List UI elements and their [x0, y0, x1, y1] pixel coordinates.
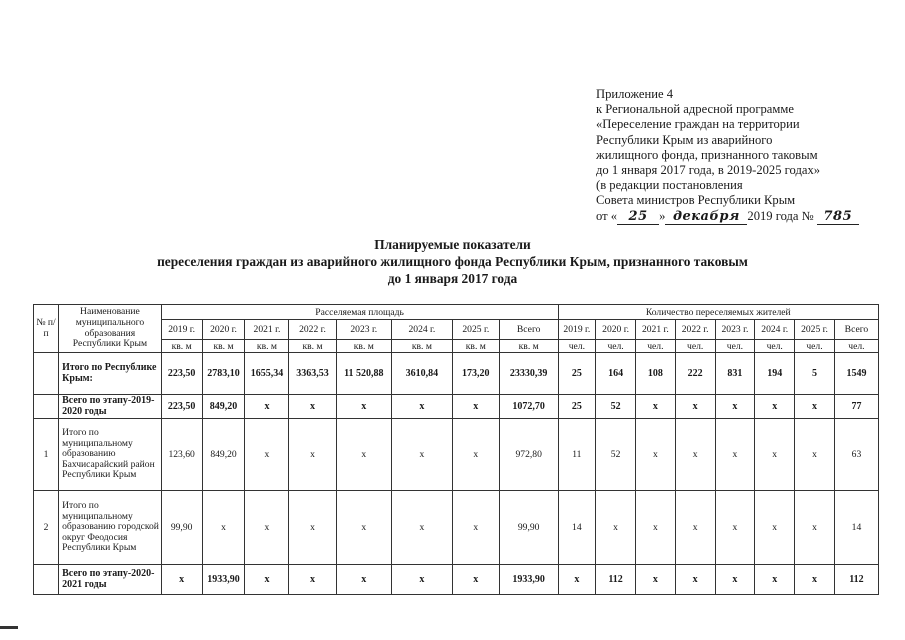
- area-value-cell: х: [245, 419, 289, 491]
- area-value-cell: х: [289, 395, 336, 419]
- table-row: [34, 419, 879, 491]
- people-value-cell: х: [558, 565, 596, 595]
- people-value-cell: х: [675, 395, 715, 419]
- people-value-cell: х: [755, 395, 795, 419]
- people-value-cell: х: [635, 395, 675, 419]
- row-municipality-name: Итого по Республике Крым:: [59, 353, 162, 395]
- people-value-cell: 112: [834, 565, 878, 595]
- area-value-cell: 23330,39: [499, 353, 558, 395]
- people-unit-header: чел.: [558, 340, 596, 353]
- table-body: [34, 353, 879, 595]
- header-num: № п/п: [34, 305, 59, 353]
- area-year-header: 2019 г.: [161, 320, 202, 340]
- people-value-cell: х: [795, 565, 835, 595]
- people-value-cell: 14: [834, 491, 878, 565]
- area-value-cell: х: [392, 565, 453, 595]
- area-value-cell: х: [452, 565, 499, 595]
- area-value-cell: х: [392, 395, 453, 419]
- handwritten-number: 785: [817, 209, 859, 225]
- area-value-cell: 3363,53: [289, 353, 336, 395]
- appendix-line: (в редакции постановления: [596, 178, 743, 193]
- header-name: Наименование муниципального образования Республики Крым: [59, 305, 162, 353]
- appendix-line: Республики Крым из аварийного: [596, 132, 773, 147]
- people-unit-header: чел.: [795, 340, 835, 353]
- people-value-cell: х: [675, 491, 715, 565]
- table-row: [34, 395, 879, 419]
- people-value-cell: 108: [635, 353, 675, 395]
- row-municipality-name: Итого по муниципальному образованию Бахчисарайский район Республики Крым: [59, 419, 162, 491]
- resolution-date-line: от « 25 » декабря 2019 года № 785: [596, 209, 859, 225]
- area-value-cell: 849,20: [202, 395, 245, 419]
- title-line-2: переселения граждан из аварийного жилищного фонда Республики Крым, признанного таковым: [157, 254, 748, 269]
- area-unit-header: кв. м: [499, 340, 558, 353]
- people-value-cell: 1549: [834, 353, 878, 395]
- area-year-header: 2024 г.: [392, 320, 453, 340]
- people-value-cell: х: [596, 491, 636, 565]
- area-unit-header: кв. м: [245, 340, 289, 353]
- title-line-3: до 1 января 2017 года: [387, 271, 518, 286]
- area-value-cell: 1655,34: [245, 353, 289, 395]
- title-line-1: Планируемые показатели: [374, 237, 531, 252]
- people-unit-header: чел.: [675, 340, 715, 353]
- area-value-cell: 849,20: [202, 419, 245, 491]
- people-value-cell: х: [755, 419, 795, 491]
- area-year-header: 2025 г.: [452, 320, 499, 340]
- area-value-cell: 123,60: [161, 419, 202, 491]
- area-year-header: 2020 г.: [202, 320, 245, 340]
- date-year-text: 2019 года №: [747, 208, 814, 223]
- area-value-cell: 3610,84: [392, 353, 453, 395]
- people-value-cell: х: [715, 491, 755, 565]
- people-value-cell: х: [635, 419, 675, 491]
- unit-header-row: [34, 340, 879, 353]
- people-value-cell: х: [675, 565, 715, 595]
- area-value-cell: 99,90: [499, 491, 558, 565]
- people-year-header: 2019 г.: [558, 320, 596, 340]
- area-value-cell: 972,80: [499, 419, 558, 491]
- people-value-cell: х: [755, 491, 795, 565]
- area-value-cell: х: [452, 491, 499, 565]
- area-unit-header: кв. м: [392, 340, 453, 353]
- people-value-cell: 52: [596, 419, 636, 491]
- people-year-header: 2022 г.: [675, 320, 715, 340]
- people-value-cell: х: [635, 491, 675, 565]
- area-unit-header: кв. м: [336, 340, 391, 353]
- area-value-cell: х: [161, 565, 202, 595]
- area-unit-header: кв. м: [202, 340, 245, 353]
- appendix-block: [596, 87, 859, 225]
- people-value-cell: х: [755, 565, 795, 595]
- people-unit-header: чел.: [596, 340, 636, 353]
- people-value-cell: 52: [596, 395, 636, 419]
- row-number: [34, 565, 59, 595]
- handwritten-month: декабря: [665, 209, 747, 225]
- people-value-cell: х: [795, 395, 835, 419]
- area-value-cell: 1072,70: [499, 395, 558, 419]
- table-row: [34, 565, 879, 595]
- people-year-header: 2025 г.: [795, 320, 835, 340]
- people-year-header: 2024 г.: [755, 320, 795, 340]
- appendix-line: к Региональной адресной программе: [596, 102, 794, 117]
- area-value-cell: х: [336, 491, 391, 565]
- appendix-line: до 1 января 2017 года, в 2019-2025 годах»: [596, 163, 821, 178]
- area-year-header: 2022 г.: [289, 320, 336, 340]
- area-value-cell: х: [452, 395, 499, 419]
- area-value-cell: х: [289, 565, 336, 595]
- area-value-cell: 223,50: [161, 353, 202, 395]
- people-value-cell: 831: [715, 353, 755, 395]
- year-header-row: [34, 320, 879, 340]
- row-municipality-name: Всего по этапу-2019-2020 годы: [59, 395, 162, 419]
- area-value-cell: 173,20: [452, 353, 499, 395]
- row-municipality-name: Всего по этапу-2020-2021 годы: [59, 565, 162, 595]
- people-value-cell: 25: [558, 395, 596, 419]
- people-value-cell: х: [715, 419, 755, 491]
- people-value-cell: 25: [558, 353, 596, 395]
- row-number: 2: [34, 491, 59, 565]
- area-value-cell: 99,90: [161, 491, 202, 565]
- people-value-cell: х: [715, 395, 755, 419]
- people-unit-header: чел.: [635, 340, 675, 353]
- area-value-cell: х: [245, 395, 289, 419]
- people-value-cell: 112: [596, 565, 636, 595]
- area-value-cell: х: [289, 419, 336, 491]
- people-value-cell: 77: [834, 395, 878, 419]
- area-year-header: 2023 г.: [336, 320, 391, 340]
- people-year-header: 2023 г.: [715, 320, 755, 340]
- table-row: [34, 353, 879, 395]
- people-value-cell: 164: [596, 353, 636, 395]
- area-unit-header: кв. м: [452, 340, 499, 353]
- row-number: [34, 395, 59, 419]
- people-value-cell: х: [795, 419, 835, 491]
- people-value-cell: 222: [675, 353, 715, 395]
- people-value-cell: 194: [755, 353, 795, 395]
- people-value-cell: 63: [834, 419, 878, 491]
- area-value-cell: х: [202, 491, 245, 565]
- area-value-cell: х: [289, 491, 336, 565]
- area-value-cell: х: [336, 395, 391, 419]
- row-number: 1: [34, 419, 59, 491]
- area-value-cell: х: [245, 491, 289, 565]
- people-value-cell: 14: [558, 491, 596, 565]
- appendix-line: Совета министров Республики Крым: [596, 193, 796, 208]
- area-value-cell: х: [336, 565, 391, 595]
- area-value-cell: 11 520,88: [336, 353, 391, 395]
- people-value-cell: х: [715, 565, 755, 595]
- date-prefix: от «: [596, 208, 618, 223]
- table-row: [34, 491, 879, 565]
- row-municipality-name: Итого по муниципальному образованию городской округ Феодосия Республики Крым: [59, 491, 162, 565]
- people-value-cell: х: [795, 491, 835, 565]
- people-value-cell: х: [635, 565, 675, 595]
- handwritten-day: 25: [617, 209, 659, 225]
- appendix-line: Приложение 4: [596, 87, 674, 101]
- area-year-header: Всего: [499, 320, 558, 340]
- people-year-header: 2021 г.: [635, 320, 675, 340]
- people-value-cell: 5: [795, 353, 835, 395]
- area-value-cell: х: [336, 419, 391, 491]
- area-year-header: 2021 г.: [245, 320, 289, 340]
- area-value-cell: х: [452, 419, 499, 491]
- people-value-cell: х: [675, 419, 715, 491]
- area-unit-header: кв. м: [161, 340, 202, 353]
- scan-edge-mark: [0, 626, 18, 629]
- header-people-group: Количество переселяемых жителей: [558, 305, 879, 320]
- area-value-cell: 223,50: [161, 395, 202, 419]
- appendix-line: жилищного фонда, признанного таковым: [596, 147, 818, 162]
- people-year-header: 2020 г.: [596, 320, 636, 340]
- people-unit-header: чел.: [755, 340, 795, 353]
- people-year-header: Всего: [834, 320, 878, 340]
- area-value-cell: х: [392, 419, 453, 491]
- area-value-cell: х: [392, 491, 453, 565]
- row-number: [34, 353, 59, 395]
- area-value-cell: 1933,90: [499, 565, 558, 595]
- area-value-cell: х: [245, 565, 289, 595]
- area-value-cell: 1933,90: [202, 565, 245, 595]
- people-unit-header: чел.: [715, 340, 755, 353]
- people-unit-header: чел.: [834, 340, 878, 353]
- document-title: [0, 236, 905, 287]
- area-unit-header: кв. м: [289, 340, 336, 353]
- area-value-cell: 2783,10: [202, 353, 245, 395]
- appendix-line: «Переселение граждан на территории: [596, 117, 800, 132]
- people-value-cell: 11: [558, 419, 596, 491]
- indicators-table: [33, 304, 879, 595]
- header-area-group: Расселяемая площадь: [161, 305, 558, 320]
